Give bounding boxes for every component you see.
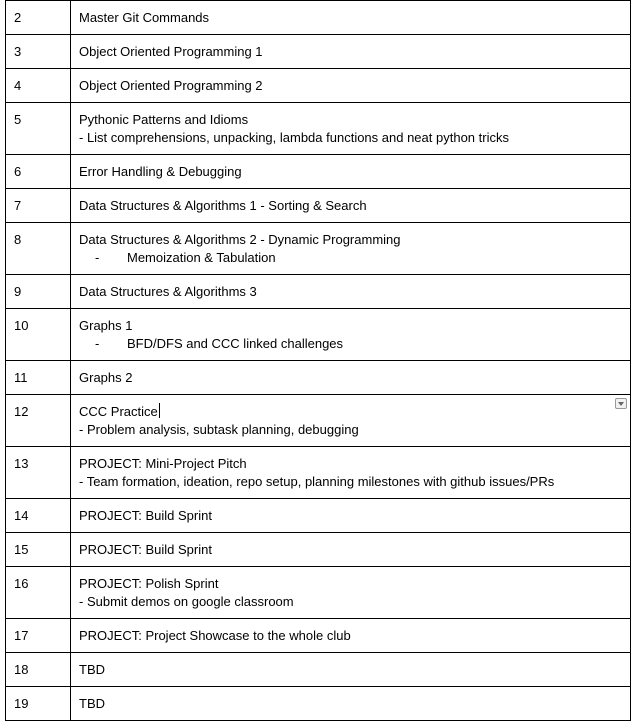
session-number[interactable]: 7 xyxy=(6,189,71,223)
session-title: Data Structures & Algorithms 2 - Dynamic Programming xyxy=(79,232,401,247)
session-topic-cell[interactable] xyxy=(71,653,631,687)
session-title: PROJECT: Mini-Project Pitch xyxy=(79,456,247,471)
table-row xyxy=(6,567,631,619)
session-title: Data Structures & Algorithms 1 - Sorting & Search xyxy=(79,198,367,213)
session-title: PROJECT: Build Sprint xyxy=(79,508,212,523)
session-topic-cell[interactable] xyxy=(71,275,631,309)
session-bullet xyxy=(79,335,624,353)
session-title: Master Git Commands xyxy=(79,10,210,25)
session-number[interactable]: 12 xyxy=(6,395,71,447)
session-number[interactable]: 17 xyxy=(6,619,71,653)
table-row xyxy=(6,395,631,447)
session-topic-cell[interactable] xyxy=(71,223,631,275)
session-number[interactable]: 5 xyxy=(6,103,71,155)
cell-dropdown-arrow-icon[interactable] xyxy=(615,398,627,409)
session-note: - Problem analysis, subtask planning, debugging xyxy=(79,422,359,437)
session-topic-cell[interactable] xyxy=(71,447,631,499)
table-row xyxy=(6,223,631,275)
table-row xyxy=(6,35,631,69)
table-row xyxy=(6,275,631,309)
session-number[interactable]: 16 xyxy=(6,567,71,619)
bullet-dash: - xyxy=(95,250,100,265)
session-title: Pythonic Patterns and Idioms xyxy=(79,112,249,127)
session-title: PROJECT: Project Showcase to the whole club xyxy=(79,628,351,643)
table-row xyxy=(6,103,631,155)
table-row xyxy=(6,619,631,653)
session-topic-cell[interactable] xyxy=(71,155,631,189)
session-topic-cell[interactable] xyxy=(71,309,631,361)
session-number[interactable]: 4 xyxy=(6,69,71,103)
session-title: PROJECT: Build Sprint xyxy=(79,542,212,557)
session-title: PROJECT: Polish Sprint xyxy=(79,576,219,591)
session-topic-cell[interactable] xyxy=(71,533,631,567)
session-title: Graphs 1 xyxy=(79,318,133,333)
session-number[interactable]: 15 xyxy=(6,533,71,567)
session-number[interactable]: 11 xyxy=(6,361,71,395)
session-topic-cell[interactable] xyxy=(71,35,631,69)
session-topic-cell[interactable] xyxy=(71,567,631,619)
table-row xyxy=(6,653,631,687)
bullet-dash: - xyxy=(95,336,100,351)
session-topic-cell[interactable] xyxy=(71,619,631,653)
table-row xyxy=(6,155,631,189)
session-title: Error Handling & Debugging xyxy=(79,164,242,179)
session-number[interactable]: 19 xyxy=(6,687,71,721)
session-topic-cell[interactable] xyxy=(71,499,631,533)
text-cursor xyxy=(159,403,160,418)
session-topic-cell[interactable] xyxy=(71,395,631,447)
bullet-text: BFD/DFS and CCC linked challenges xyxy=(127,336,344,351)
table-row xyxy=(6,687,631,721)
session-number[interactable]: 13 xyxy=(6,447,71,499)
session-title: Graphs 2 xyxy=(79,370,133,385)
session-topic-cell[interactable] xyxy=(71,69,631,103)
session-number[interactable]: 14 xyxy=(6,499,71,533)
session-note: - Team formation, ideation, repo setup, planning milestones with github issues/PRs xyxy=(79,474,555,489)
session-title: Object Oriented Programming 1 xyxy=(79,44,263,59)
table-row xyxy=(6,533,631,567)
table-row xyxy=(6,1,631,35)
session-topic-cell[interactable] xyxy=(71,189,631,223)
session-topic-cell[interactable] xyxy=(71,1,631,35)
table-row xyxy=(6,447,631,499)
table-row xyxy=(6,309,631,361)
session-bullet xyxy=(79,249,624,267)
table-row xyxy=(6,189,631,223)
session-title: Data Structures & Algorithms 3 xyxy=(79,284,257,299)
session-note: - List comprehensions, unpacking, lambda functions and neat python tricks xyxy=(79,130,509,145)
session-number[interactable]: 2 xyxy=(6,1,71,35)
session-number[interactable]: 10 xyxy=(6,309,71,361)
session-topic-cell[interactable] xyxy=(71,361,631,395)
session-number[interactable]: 9 xyxy=(6,275,71,309)
session-number[interactable]: 18 xyxy=(6,653,71,687)
session-topic-cell[interactable] xyxy=(71,687,631,721)
session-title: TBD xyxy=(79,662,105,677)
session-note: - Submit demos on google classroom xyxy=(79,594,294,609)
session-number[interactable]: 3 xyxy=(6,35,71,69)
table-row xyxy=(6,499,631,533)
session-number[interactable]: 8 xyxy=(6,223,71,275)
table-row xyxy=(6,361,631,395)
bullet-text: Memoization & Tabulation xyxy=(127,250,276,265)
session-title: Object Oriented Programming 2 xyxy=(79,78,263,93)
session-title: TBD xyxy=(79,696,105,711)
table-row xyxy=(6,69,631,103)
session-title: CCC Practice xyxy=(79,404,158,419)
session-number[interactable]: 6 xyxy=(6,155,71,189)
session-title-line xyxy=(79,403,624,421)
schedule-table xyxy=(5,0,631,721)
session-topic-cell[interactable] xyxy=(71,103,631,155)
